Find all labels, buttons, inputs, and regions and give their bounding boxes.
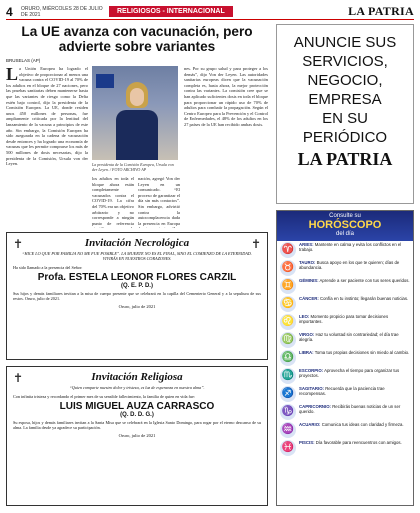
scorpio-icon: ♏ <box>280 368 296 384</box>
article-col1-text: a Unión Europea ha logrado el objetivo de proporcionar al menos una vacuna contra el COVID-19 al 70% de los adultos en el bloque de 27 naciones, pero las pruebas sanitarias deben mantenerse hasta que las variantes de riesgo como la Delta estén bajo control, dijo la presidenta de la Comisión Europea. La UE, donde residen unos 450 millones de personas, fue ampliamente criticada por la lentitud del lanzamiento de la vacuna a principios de este año. Sin embargo, la Comisión Europea ha sido asegurada en la cadena de vacunación desde entonces y ha logrado una economía de vacunas que les permite comprarse los más de 500 millones de dosis necesarias, dijo la presidenta de la Comisión, Ursula von der Leyen. <box>6 66 88 167</box>
horoscope-subtitle: del día <box>335 231 354 237</box>
sign-row: ♎ LIBRA: Toma tus propias decisiones sin miedo al cambio. <box>277 349 413 367</box>
notice-quote: “HICE LO QUE POR FAMILIA NO ME FUE POSIBLE”. LA MUERTE NO ES EL FINAL, SINO EL COMIENZO DE LA ETERNIDAD. VIVIRÁS EN NUESTROS CORAZONES. <box>22 251 252 261</box>
ad-line: ANUNCIE SUS <box>293 34 397 51</box>
newspaper-name: LA PATRIA <box>348 4 414 18</box>
dropcap: L <box>6 66 19 84</box>
article-column-1 <box>6 66 88 226</box>
ad-line: SERVICIOS, <box>302 53 388 70</box>
notice-title: Invitación Religiosa <box>91 371 183 383</box>
deceased-rip: (Q. D. D. G.) <box>120 412 154 419</box>
libra-icon: ♎ <box>280 350 296 366</box>
aries-icon: ♈ <box>280 242 296 258</box>
page-header <box>6 4 414 20</box>
religiosa-notice <box>6 366 268 506</box>
sign-row: ♉ TAURO: Busca apoyo en los que te quieren; días de abundancia. <box>277 259 413 277</box>
pisces-icon: ♓ <box>280 440 296 456</box>
article-headline: La UE avanza con vacunación, pero advierte sobre variantes <box>21 24 253 54</box>
ad-line: NEGOCIO, <box>307 72 383 89</box>
notice-title: Invitación Necrológica <box>84 237 190 249</box>
sagittarius-icon: ♐ <box>280 386 296 402</box>
taurus-icon: ♉ <box>280 260 296 276</box>
article-photo <box>92 66 178 160</box>
gemini-icon: ♊ <box>280 278 296 294</box>
ad-line: EMPRESA <box>308 91 382 108</box>
horoscope-title: HORÓSCOPO <box>308 219 382 231</box>
horoscope-signs <box>277 241 413 457</box>
capricorn-icon: ♑ <box>280 404 296 420</box>
page-date: ORURO, MIÉRCOLES 28 DE JULIO DE 2021 <box>21 5 103 18</box>
photo-caption: La presidenta de la Comisión Europea, Ursula von der Leyen. / FOTO ARCHIVO AP <box>92 162 174 172</box>
horoscope-kicker: Consulte su <box>329 213 361 219</box>
leo-icon: ♌ <box>280 314 296 330</box>
sign-row: ♓ PISCIS: Día favorable para reencuentros con amigos. <box>277 439 413 457</box>
notice-footer: Oruro, julio de 2021 <box>118 303 156 309</box>
notice-quote: “Quien comparte nuestro dolor y tristeza, es luz de esperanza en nuestra alma”. <box>69 385 205 390</box>
sign-row: ♒ ACUARIO: Comunica tus ideas con claridad y firmeza. <box>277 421 413 439</box>
page-number: 4 <box>6 4 13 19</box>
cross-icon: ✝ <box>13 371 24 385</box>
cross-icon: ✝ <box>13 237 24 251</box>
virgo-icon: ♍ <box>280 332 296 348</box>
cross-icon: ✝ <box>250 237 261 251</box>
notice-footer: Oruro, julio de 2021 <box>118 432 156 438</box>
article-byline: BRUSELAS (AP) <box>6 58 41 63</box>
notice-intro: Con infinita tristeza y recordando el primer mes de su sensible fallecimiento, la familia de quien en vida fue: <box>13 394 195 399</box>
notice-body: Su esposa, hijos y demás familiares invitan a la Santa Misa que se celebrará en la Iglesia Santo Domingo, para rogar por el eterno descanso de su alma. La familia desde ya agradece su participación. <box>13 420 261 431</box>
eu-flag-icon <box>96 74 114 88</box>
sign-row: ♊ GÉMINIS: Aprende a ser paciente con tus seres queridos. <box>277 277 413 295</box>
horoscope-box <box>276 210 414 506</box>
deceased-rip: (Q. E. P. D.) <box>121 283 153 290</box>
deceased-name: Profa. ESTELA LEONOR FLORES CARZIL <box>37 272 237 284</box>
sign-row: ♈ ARIES: Mantente en calma y evita los conflictos en el trabajo. <box>277 241 413 259</box>
sign-row: ♐ SAGITARIO: Recuerda que la paciencia trae recompensas. <box>277 385 413 403</box>
deceased-name: LUIS MIGUEL AUZA CARRASCO <box>59 401 215 413</box>
ad-line: EN SU <box>322 110 368 127</box>
necrologica-notice <box>6 232 268 360</box>
section-label: RELIGIOSOS - INTERNACIONAL <box>109 6 233 17</box>
article-column-3: nación, agregó Von der Leyen en un comunicado. “El proceso de garantizar el día sin más contactos”. Sin embargo, advirtió contra la autocomplacencia dada la presencia en Europa <box>138 176 180 226</box>
sign-row: ♍ VIRGO: Haz tu voluntad sin contrariedad; el día trae alegría. <box>277 331 413 349</box>
article-column-4: nes. Por su grupo salud y para proteger a los demás”, dijo Von der Leyen. Las autoridades sanitarias europeas dicen que la vacunación completa es, hasta ahora, la mejor protección contra las variantes. La comisión cree que se han aplicado suficientes dosis en toda el bloque para proporcionar un rápido uso de 70% de adultos para combatir la propagación. Según el Centro Europeo para la Prevención y el Control de Enfermedades, el 48% de los adultos en los 27 países de la UE han recibido ambas dosis. <box>184 66 268 127</box>
cancer-icon: ♋ <box>280 296 296 312</box>
sign-row: ♑ CAPRICORNIO: Recibirás buenas noticias de un ser querido. <box>277 403 413 421</box>
sign-row: ♏ ESCORPIO: Aprovecha el tiempo para organizar tus proyectos. <box>277 367 413 385</box>
advertise-box <box>276 24 414 204</box>
ad-line: PERIÓDICO <box>302 129 388 146</box>
notice-body: Sus hijos y demás familiares invitan a la misa de cuerpo presente que se celebrará en la capilla del Cementerio General y a la sepultura de sus restos. Oruro, julio de 2021. <box>13 291 261 302</box>
article-column-2: los adultos en toda el bloque ahora están completamente vacunados contra el COVID-19. La cifra del 70% era un objetivo arbitrario y no corresponde a ningún punto de referencia <box>92 176 134 226</box>
ad-logo: LA PATRIA <box>297 149 393 169</box>
sign-row: ♋ CÁNCER: Confía en tu instinto; llegarán buenas noticias. <box>277 295 413 313</box>
aquarius-icon: ♒ <box>280 422 296 438</box>
sign-row: ♌ LEO: Momento propicio para tomar decisiones importantes. <box>277 313 413 331</box>
notice-intro: Ha sido llamado a la presencia del Señor: <box>13 265 83 270</box>
horoscope-header <box>277 211 413 241</box>
